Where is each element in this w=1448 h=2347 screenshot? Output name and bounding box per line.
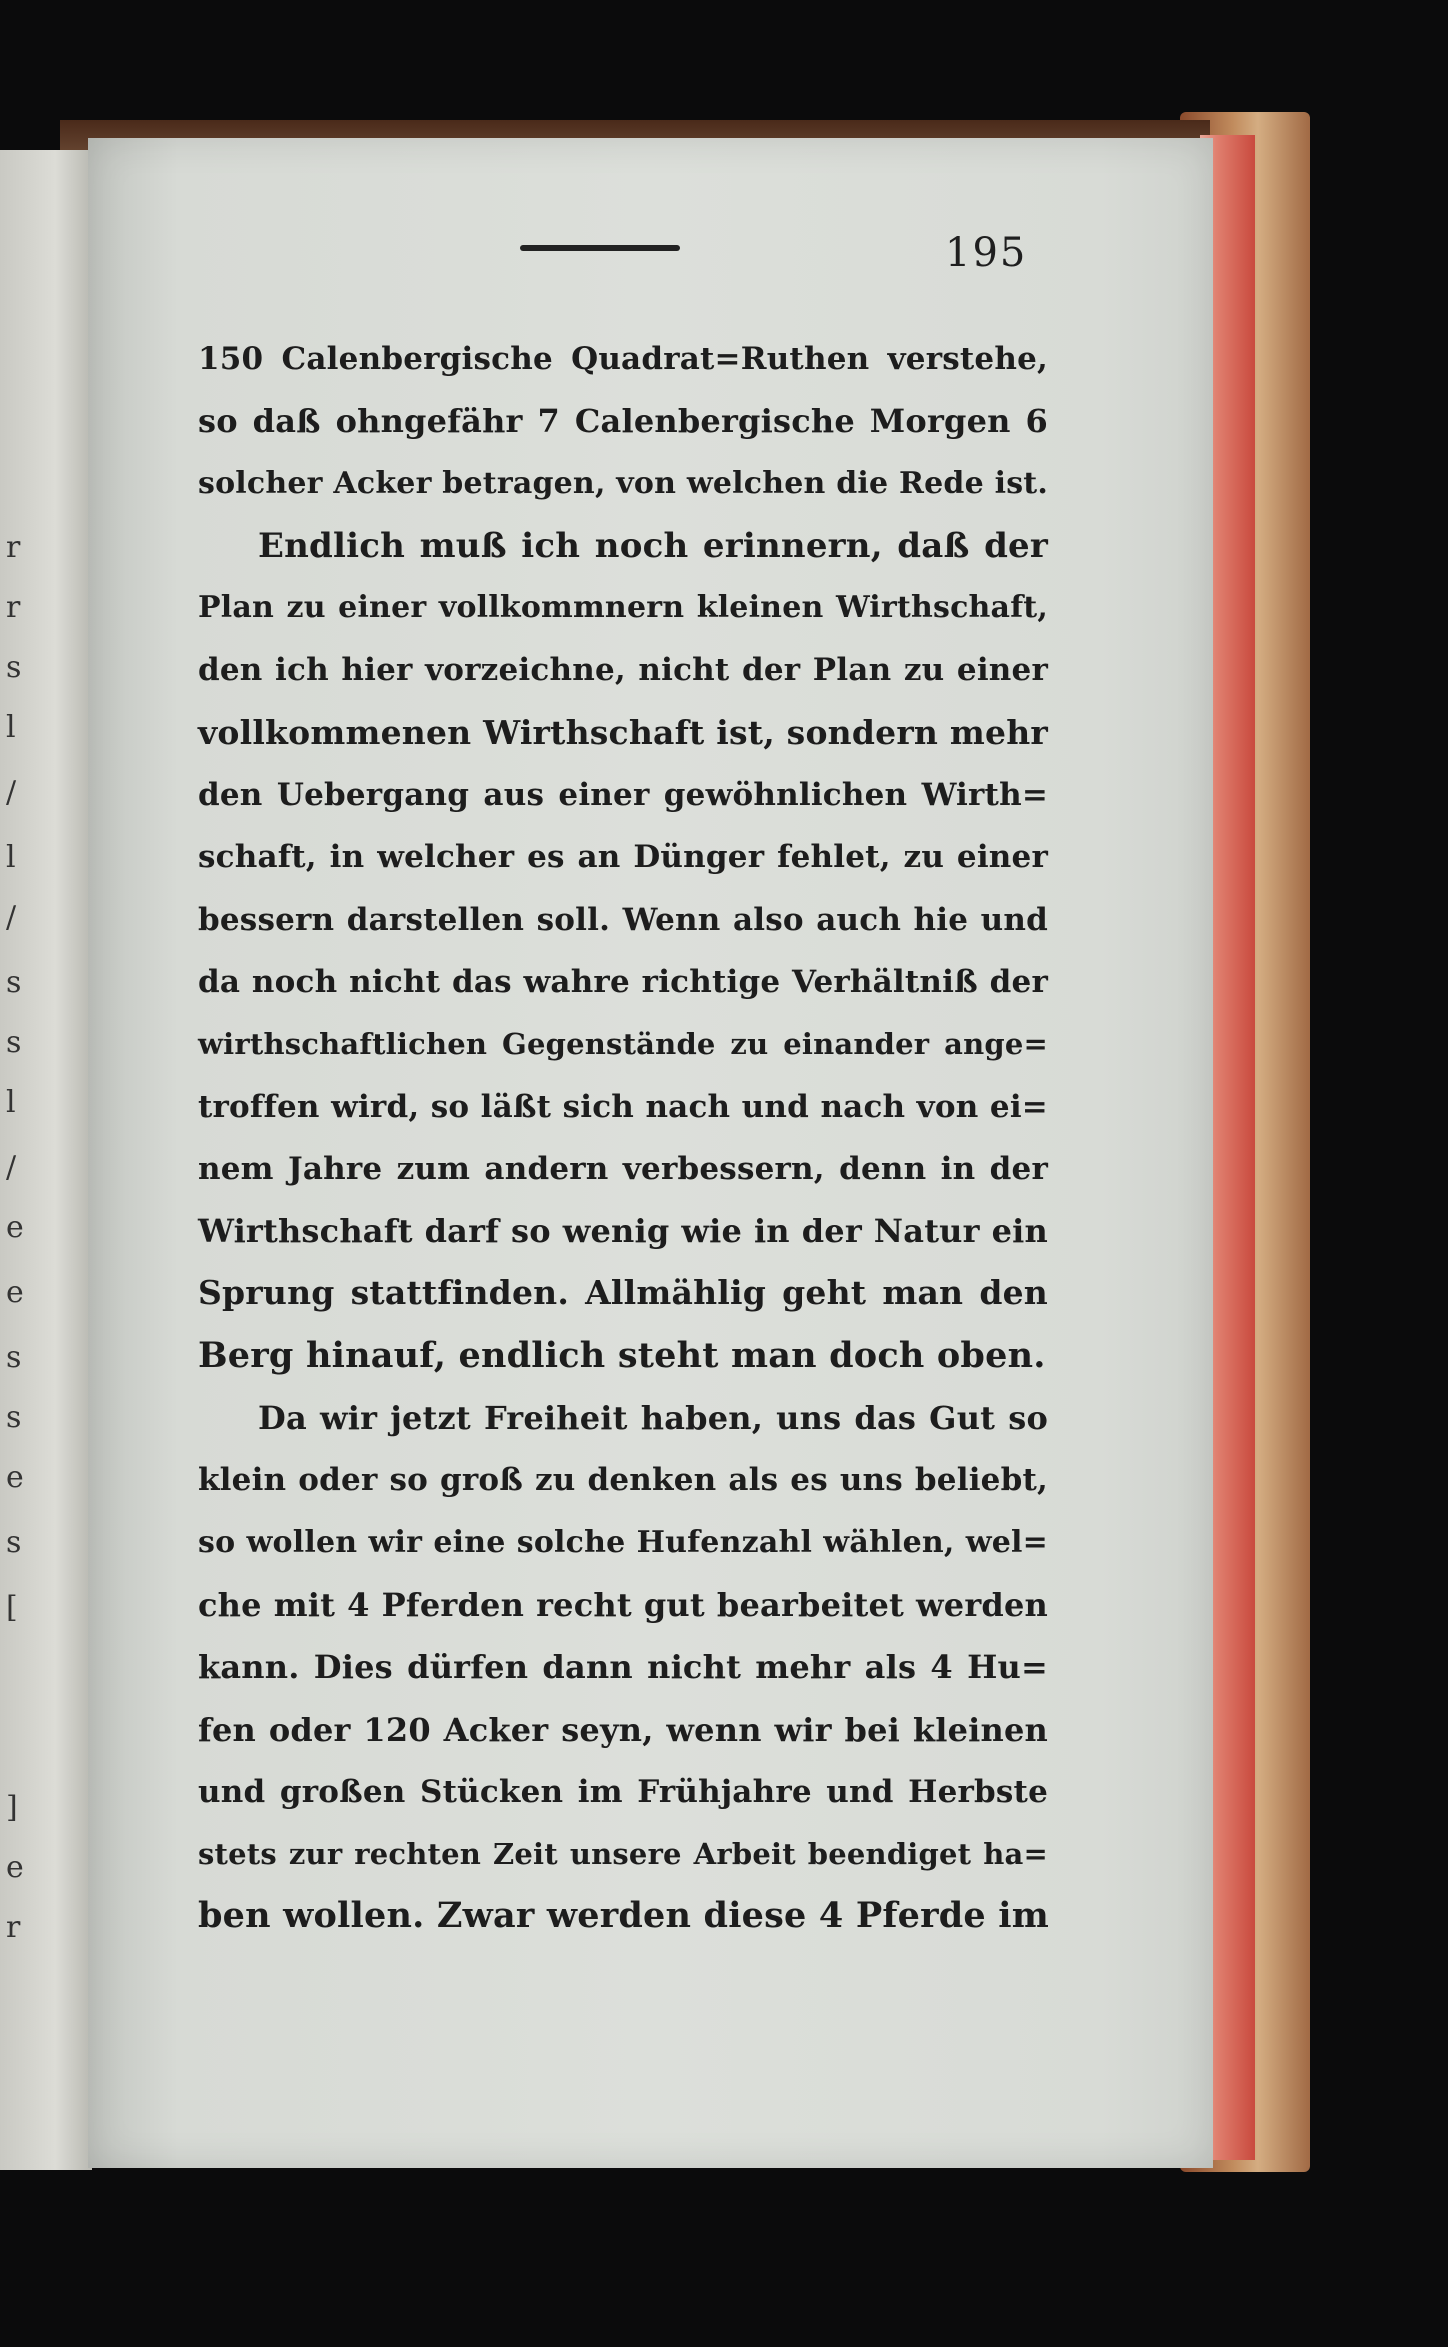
facing-page-mark: s — [6, 965, 22, 1000]
text-line: bessern darstellen soll. Wenn also auch hie und — [198, 901, 1048, 938]
text-line: klein oder so groß zu denken als es uns beliebt, — [198, 1462, 1048, 1499]
facing-page-mark: / — [6, 900, 17, 935]
facing-page-mark: r — [6, 590, 21, 625]
facing-page-mark: e — [6, 1460, 24, 1495]
text-line: fen oder 120 Acker seyn, wenn wir bei kleinen — [198, 1710, 1048, 1749]
text-line: stets zur rechten Zeit unsere Arbeit beendiget ha= — [198, 1837, 1048, 1872]
text-line: den ich hier vorzeichne, nicht der Plan zu einer — [198, 652, 1048, 689]
text-line: wirthschaftlichen Gegenstände zu einander ange= — [198, 1027, 1048, 1062]
text-line: troffen wird, so läßt sich nach und nach von ei= — [198, 1088, 1048, 1125]
page-number: 195 — [945, 230, 1028, 276]
text-line: da noch nicht das wahre richtige Verhältniß der — [198, 963, 1048, 1000]
text-line: Berg hinauf, endlich steht man doch oben. — [198, 1334, 1046, 1376]
text-line: so daß ohngefähr 7 Calenbergische Morgen 6 — [198, 402, 1048, 441]
facing-page-mark: s — [6, 1340, 22, 1375]
facing-page-mark: e — [6, 1850, 24, 1885]
facing-page-mark: l — [6, 1085, 16, 1120]
text-line: ben wollen. Zwar werden diese 4 Pferde im — [198, 1895, 1049, 1937]
header-rule — [520, 245, 680, 251]
text-line: 150 Calenbergische Quadrat=Ruthen verstehe, — [198, 341, 1048, 377]
facing-page-mark: r — [6, 530, 21, 565]
text-line: den Uebergang aus einer gewöhnlichen Wirth= — [198, 777, 1048, 814]
facing-page-mark: r — [6, 1910, 21, 1945]
text-line: Sprung stattfinden. Allmählig geht man den — [198, 1273, 1048, 1313]
facing-page-mark: s — [6, 650, 22, 685]
text-line: vollkommenen Wirthschaft ist, sondern mehr — [198, 712, 1048, 752]
text-line: Plan zu einer vollkommnern kleinen Wirthschaft, — [198, 590, 1048, 626]
body-text — [198, 328, 1048, 1948]
facing-page-mark: s — [6, 1400, 22, 1435]
facing-page-mark: l — [6, 710, 16, 745]
text-line: kann. Dies dürfen dann nicht mehr als 4 Hu= — [198, 1648, 1048, 1687]
text-line: Wirthschaft darf so wenig wie in der Natur ein — [198, 1212, 1048, 1251]
facing-page-mark: e — [6, 1210, 24, 1245]
facing-page-mark: l — [6, 840, 16, 875]
text-line: und großen Stücken im Frühjahre und Herbste — [198, 1773, 1048, 1810]
facing-page-mark: [ — [6, 1590, 18, 1625]
text-line: solcher Acker betragen, von welchen die Rede ist. — [198, 465, 1048, 501]
facing-page-mark: / — [6, 1150, 17, 1185]
text-line: schaft, in welcher es an Dünger fehlet, zu einer — [198, 839, 1048, 876]
facing-page-mark: / — [6, 775, 17, 810]
text-line: che mit 4 Pferden recht gut bearbeitet werden — [198, 1585, 1048, 1624]
text-line: Da wir jetzt Freiheit haben, uns das Gut so — [258, 1399, 1048, 1438]
facing-page-mark: s — [6, 1525, 22, 1560]
facing-page-marks — [0, 150, 30, 2170]
text-line: nem Jahre zum andern verbessern, denn in der — [198, 1150, 1048, 1187]
facing-page-mark: ] — [6, 1790, 18, 1825]
facing-page — [0, 150, 92, 2170]
text-line: so wollen wir eine solche Hufenzahl wählen, wel= — [198, 1524, 1048, 1560]
facing-page-mark: e — [6, 1275, 24, 1310]
facing-page-mark: s — [6, 1025, 22, 1060]
text-line: Endlich muß ich noch erinnern, daß der — [258, 525, 1048, 566]
